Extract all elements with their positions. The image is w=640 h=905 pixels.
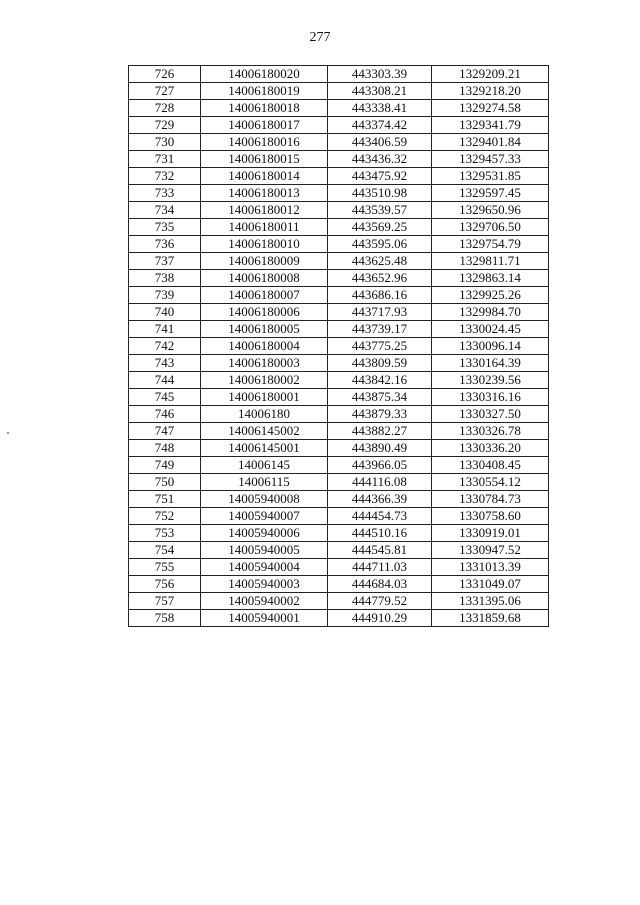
x-coordinate-cell: 443406.59: [328, 134, 432, 151]
table-row: [129, 304, 549, 321]
point-id-cell: 14006180011: [201, 219, 328, 236]
row-index-cell: 740: [129, 304, 201, 321]
table-row: [129, 66, 549, 83]
row-index-cell: 744: [129, 372, 201, 389]
y-coordinate-cell: 1329754.79: [432, 236, 549, 253]
point-id-cell: 14006180014: [201, 168, 328, 185]
row-index-cell: 745: [129, 389, 201, 406]
table-row: [129, 287, 549, 304]
row-index-cell: 741: [129, 321, 201, 338]
point-id-cell: 14005940006: [201, 525, 328, 542]
point-id-cell: 14006180003: [201, 355, 328, 372]
point-id-cell: 14006180005: [201, 321, 328, 338]
table-row: [129, 219, 549, 236]
x-coordinate-cell: 444545.81: [328, 542, 432, 559]
x-coordinate-cell: 443510.98: [328, 185, 432, 202]
point-id-cell: 14006180008: [201, 270, 328, 287]
x-coordinate-cell: 443875.34: [328, 389, 432, 406]
x-coordinate-cell: 443879.33: [328, 406, 432, 423]
table-row: [129, 389, 549, 406]
row-index-cell: 727: [129, 83, 201, 100]
table-row: [129, 525, 549, 542]
x-coordinate-cell: 443809.59: [328, 355, 432, 372]
y-coordinate-cell: 1330919.01: [432, 525, 549, 542]
row-index-cell: 729: [129, 117, 201, 134]
row-index-cell: 738: [129, 270, 201, 287]
x-coordinate-cell: 443882.27: [328, 423, 432, 440]
point-id-cell: 14006145001: [201, 440, 328, 457]
row-index-cell: 754: [129, 542, 201, 559]
x-coordinate-cell: 443686.16: [328, 287, 432, 304]
y-coordinate-cell: 1330947.52: [432, 542, 549, 559]
table-row: [129, 253, 549, 270]
point-id-cell: 14006180004: [201, 338, 328, 355]
y-coordinate-cell: 1329597.45: [432, 185, 549, 202]
y-coordinate-cell: 1330316.16: [432, 389, 549, 406]
table-row: [129, 355, 549, 372]
coordinates-table-body: [129, 66, 549, 627]
x-coordinate-cell: 444454.73: [328, 508, 432, 525]
y-coordinate-cell: 1330164.39: [432, 355, 549, 372]
row-index-cell: 736: [129, 236, 201, 253]
row-index-cell: 728: [129, 100, 201, 117]
x-coordinate-cell: 443842.16: [328, 372, 432, 389]
row-index-cell: 730: [129, 134, 201, 151]
row-index-cell: 755: [129, 559, 201, 576]
point-id-cell: 14005940002: [201, 593, 328, 610]
row-index-cell: 739: [129, 287, 201, 304]
y-coordinate-cell: 1331395.06: [432, 593, 549, 610]
table-row: [129, 491, 549, 508]
table-row: [129, 134, 549, 151]
margin-speck: [7, 432, 9, 434]
table-row: [129, 508, 549, 525]
y-coordinate-cell: 1329401.84: [432, 134, 549, 151]
x-coordinate-cell: 443308.21: [328, 83, 432, 100]
y-coordinate-cell: 1329341.79: [432, 117, 549, 134]
table-row: [129, 542, 549, 559]
row-index-cell: 737: [129, 253, 201, 270]
y-coordinate-cell: 1331049.07: [432, 576, 549, 593]
coordinates-table: [128, 65, 549, 627]
table-row: [129, 117, 549, 134]
point-id-cell: 14006180010: [201, 236, 328, 253]
row-index-cell: 731: [129, 151, 201, 168]
y-coordinate-cell: 1329274.58: [432, 100, 549, 117]
x-coordinate-cell: 443966.05: [328, 457, 432, 474]
x-coordinate-cell: 443890.49: [328, 440, 432, 457]
x-coordinate-cell: 443338.41: [328, 100, 432, 117]
table-row: [129, 593, 549, 610]
row-index-cell: 732: [129, 168, 201, 185]
y-coordinate-cell: 1330326.78: [432, 423, 549, 440]
table-row: [129, 440, 549, 457]
point-id-cell: 14006180006: [201, 304, 328, 321]
y-coordinate-cell: 1329984.70: [432, 304, 549, 321]
row-index-cell: 742: [129, 338, 201, 355]
x-coordinate-cell: 443539.57: [328, 202, 432, 219]
table-row: [129, 185, 549, 202]
row-index-cell: 756: [129, 576, 201, 593]
point-id-cell: 14006145: [201, 457, 328, 474]
table-row: [129, 202, 549, 219]
y-coordinate-cell: 1329209.21: [432, 66, 549, 83]
row-index-cell: 751: [129, 491, 201, 508]
point-id-cell: 14005940001: [201, 610, 328, 627]
table-row: [129, 270, 549, 287]
y-coordinate-cell: 1330096.14: [432, 338, 549, 355]
point-id-cell: 14006180013: [201, 185, 328, 202]
x-coordinate-cell: 443739.17: [328, 321, 432, 338]
y-coordinate-cell: 1329457.33: [432, 151, 549, 168]
x-coordinate-cell: 443436.32: [328, 151, 432, 168]
x-coordinate-cell: 443775.25: [328, 338, 432, 355]
row-index-cell: 752: [129, 508, 201, 525]
y-coordinate-cell: 1330554.12: [432, 474, 549, 491]
x-coordinate-cell: 444711.03: [328, 559, 432, 576]
x-coordinate-cell: 443475.92: [328, 168, 432, 185]
y-coordinate-cell: 1330408.45: [432, 457, 549, 474]
table-row: [129, 576, 549, 593]
table-row: [129, 474, 549, 491]
table-row: [129, 168, 549, 185]
point-id-cell: 14006180018: [201, 100, 328, 117]
row-index-cell: 747: [129, 423, 201, 440]
x-coordinate-cell: 443717.93: [328, 304, 432, 321]
x-coordinate-cell: 444779.52: [328, 593, 432, 610]
x-coordinate-cell: 444684.03: [328, 576, 432, 593]
row-index-cell: 735: [129, 219, 201, 236]
point-id-cell: 14006180002: [201, 372, 328, 389]
row-index-cell: 733: [129, 185, 201, 202]
table-row: [129, 338, 549, 355]
point-id-cell: 14005940007: [201, 508, 328, 525]
x-coordinate-cell: 444510.16: [328, 525, 432, 542]
y-coordinate-cell: 1330758.60: [432, 508, 549, 525]
row-index-cell: 726: [129, 66, 201, 83]
y-coordinate-cell: 1329863.14: [432, 270, 549, 287]
point-id-cell: 14006180012: [201, 202, 328, 219]
point-id-cell: 14006180001: [201, 389, 328, 406]
row-index-cell: 753: [129, 525, 201, 542]
point-id-cell: 14006180019: [201, 83, 328, 100]
point-id-cell: 14006115: [201, 474, 328, 491]
point-id-cell: 14005940003: [201, 576, 328, 593]
point-id-cell: 14006180007: [201, 287, 328, 304]
table-row: [129, 372, 549, 389]
y-coordinate-cell: 1330336.20: [432, 440, 549, 457]
x-coordinate-cell: 443303.39: [328, 66, 432, 83]
row-index-cell: 749: [129, 457, 201, 474]
point-id-cell: 14006180017: [201, 117, 328, 134]
table-row: [129, 559, 549, 576]
x-coordinate-cell: 443625.48: [328, 253, 432, 270]
y-coordinate-cell: 1331013.39: [432, 559, 549, 576]
point-id-cell: 14006180015: [201, 151, 328, 168]
y-coordinate-cell: 1329650.96: [432, 202, 549, 219]
y-coordinate-cell: 1329531.85: [432, 168, 549, 185]
x-coordinate-cell: 443652.96: [328, 270, 432, 287]
x-coordinate-cell: 443569.25: [328, 219, 432, 236]
table-row: [129, 423, 549, 440]
row-index-cell: 750: [129, 474, 201, 491]
point-id-cell: 14006180016: [201, 134, 328, 151]
row-index-cell: 746: [129, 406, 201, 423]
point-id-cell: 14005940008: [201, 491, 328, 508]
y-coordinate-cell: 1331859.68: [432, 610, 549, 627]
x-coordinate-cell: 443595.06: [328, 236, 432, 253]
row-index-cell: 748: [129, 440, 201, 457]
y-coordinate-cell: 1329811.71: [432, 253, 549, 270]
point-id-cell: 14006180020: [201, 66, 328, 83]
row-index-cell: 734: [129, 202, 201, 219]
x-coordinate-cell: 444910.29: [328, 610, 432, 627]
x-coordinate-cell: 444116.08: [328, 474, 432, 491]
row-index-cell: 743: [129, 355, 201, 372]
y-coordinate-cell: 1329925.26: [432, 287, 549, 304]
table-row: [129, 83, 549, 100]
x-coordinate-cell: 444366.39: [328, 491, 432, 508]
y-coordinate-cell: 1330024.45: [432, 321, 549, 338]
page-number: 277: [309, 30, 331, 45]
y-coordinate-cell: 1330327.50: [432, 406, 549, 423]
point-id-cell: 14006145002: [201, 423, 328, 440]
row-index-cell: 757: [129, 593, 201, 610]
table-row: [129, 151, 549, 168]
table-row: [129, 100, 549, 117]
x-coordinate-cell: 443374.42: [328, 117, 432, 134]
y-coordinate-cell: 1329706.50: [432, 219, 549, 236]
point-id-cell: 14006180009: [201, 253, 328, 270]
y-coordinate-cell: 1330239.56: [432, 372, 549, 389]
y-coordinate-cell: 1330784.73: [432, 491, 549, 508]
table-row: [129, 236, 549, 253]
table-row: [129, 457, 549, 474]
row-index-cell: 758: [129, 610, 201, 627]
point-id-cell: 14005940005: [201, 542, 328, 559]
table-row: [129, 321, 549, 338]
table-row: [129, 406, 549, 423]
table-row: [129, 610, 549, 627]
point-id-cell: 14006180: [201, 406, 328, 423]
point-id-cell: 14005940004: [201, 559, 328, 576]
y-coordinate-cell: 1329218.20: [432, 83, 549, 100]
